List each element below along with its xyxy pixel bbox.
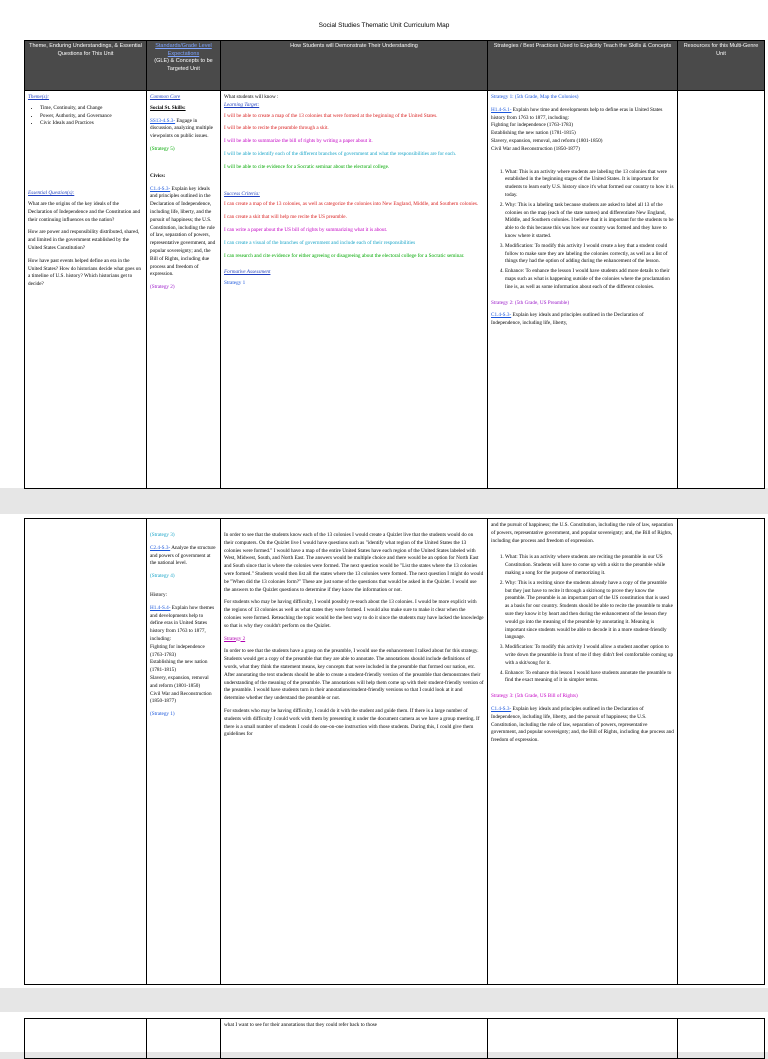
resources-cell (678, 519, 765, 985)
era-item: Fighting for independence (1763-1783) (491, 122, 573, 129)
strategy-1-label: Strategy 1 (224, 280, 246, 287)
skills-label: Social St. Skills: (150, 104, 186, 111)
demonstrate-cell (221, 519, 488, 985)
success-criterion: I can create a visual of the branches of government and include each of their responsibilities (224, 239, 416, 246)
civics-standard-code[interactable]: C1.4-S.3- (491, 312, 512, 319)
learning-target: I will be able to recite the preamble through a skit. (224, 125, 329, 132)
themes-list (40, 105, 143, 128)
list-item: • Time, Continuity, and Change (40, 105, 143, 113)
era-item: Civil War and Reconstruction (1850-1877) (150, 690, 212, 705)
list-item: 3. Modification: To modify this activity I would allow a student another option to write down the preamble in front of me if they didn't feel comfortable coming up with a skit/song for it. (505, 644, 674, 667)
success-criterion: I can write a paper about the US bill of rights by summarizing what it is about. (224, 226, 388, 233)
strategies-cell (488, 1019, 678, 1059)
strategy-4-ref: (Strategy 4) (150, 573, 175, 580)
strategy-2-steps (505, 554, 674, 685)
civics-standard-code[interactable]: C1.4-S.3- (491, 705, 512, 712)
header-standards: Standards/Grade Level Expectations (GLE) & Concepts to be Targeted Unit (147, 41, 221, 91)
common-core-heading: Common Core (150, 94, 181, 100)
skills-standard-code[interactable]: SS13-4.S.3- (150, 117, 176, 124)
strategy-2-ref: (Strategy 2) (150, 284, 175, 291)
era-item: Fighting for independence (1763-1783) (150, 643, 205, 658)
resources-cell (678, 91, 765, 489)
government-standard-code[interactable]: C2.4-S.3- (150, 544, 171, 551)
document-page-3 (0, 1012, 768, 1052)
document-title: Social Studies Thematic Unit Curriculum Map (318, 22, 450, 29)
standards-cell (147, 91, 221, 489)
list-item: • Civic Ideals and Practices (40, 120, 143, 128)
header-demonstrate: How Students will Demonstrate Their Understanding (221, 41, 488, 91)
strategy-3-ref: (Strategy 3) (150, 532, 175, 538)
formative-assessment-heading: Formative Assessment (224, 269, 271, 276)
essential-question: How have past events helped define an era in the United States? How do historians decide what goes on a timeline of U.S. history? Which historians get to decide? (28, 257, 141, 288)
standards-cell (147, 519, 221, 985)
list-item: 4. Enhance: To enhance the lesson I would have students add more details to their maps such as what is happening outside of the colonies where the proclamation line is, as well as some information about each of the different colonies. (505, 268, 674, 291)
era-item: Establishing the new nation (1781-1815) (150, 659, 208, 674)
essential-questions-heading: Essential Question(s): (28, 190, 75, 197)
success-criterion: I can create a map of the 13 colonies, as well as categorize the colonies into New England, Middle, and Southern colonies. (224, 201, 479, 208)
strategies-cell (488, 519, 678, 985)
essential-question: How are power and responsibility distributed, shared, and limited in the government established by the United States Constitution? (28, 229, 140, 251)
header-theme: Theme, Enduring Understandings, & Essential Questions for This Unit (25, 41, 147, 91)
history-standard-code[interactable]: H1.4-S.4- (150, 604, 171, 611)
history-standard-code[interactable]: H1.4-S.1- (491, 106, 512, 113)
assessment-paragraph: For students who may be having difficulty, I would possibly re-teach about the 13 colonies. I would be more explicit with the regions of 13 colonies as well as what states they were formed. I would also make sure to make it clear when the colonies were formed. Reteaching the topic would be the best way to do it since the students may have lacked the knowledge so that is why they couldn't perform on the Quizlet. (224, 599, 484, 629)
list-item: 1. What: This is an activity where students are labeling the 13 colonies that were established in the beginning stages of the United States. It is important for students to learn early U.S. history since it's what formed our country to how it is today. (505, 169, 674, 200)
know-intro: What students will know : (224, 94, 279, 100)
resources-cell (678, 1019, 765, 1059)
success-criterion: I can create a skit that will help me recite the US preamble. (224, 214, 347, 221)
document-page-1 (0, 0, 768, 488)
standard-continued-text: and the pursuit of happiness; the U.S. Constitution, including the rule of law, separation of powers, representative government, and popular sovereignty; and, the Bill of Rights, including due process and freedom of expression. (491, 522, 673, 544)
strategy-1-steps (505, 169, 674, 292)
assessment-paragraph: In order to see that the students have a grasp on the preamble, I would use the enhancement I talked about for this strategy. Students would get a copy of the preamble that they are able to annotate. The annotations should include definitions of words, what they think the statement means, key concepts that were included in the preamble that formed our nation, etc. After annotating the text students should be able to create a student-friendly version of the preamble that demonstrates their understanding of the meaning of the preamble. The annotations will help them come up with their student-friendly version of the preamble. I would have students turn in their annotations/student-friendly versions so that I could look at it and determine whether they understand the preamble or not. (224, 648, 484, 702)
standards-cell (147, 1019, 221, 1059)
learning-target: I will be able to identify each of the different branches of government and what the responsibilities are for each. (224, 150, 457, 157)
strategy-3-heading: Strategy 3: (5th Grade, US Bill of Rights) (491, 693, 578, 700)
essential-question: What are the origins of the key ideals of the Declaration of Independence and the Constitution and their continuing influences on the nation? (28, 200, 141, 223)
theme-cell (25, 1019, 147, 1059)
strategy-2-label: Strategy 2 (224, 635, 246, 642)
document-page-2 (0, 514, 768, 988)
era-item: Slavery, expansion, removal, and reform (1801-1850) (491, 137, 603, 144)
history-standard-text: Explain how themes and developments help to define eras in United States history from 1763 to 1877, including: (150, 604, 215, 642)
themes-heading: Theme(s): (28, 94, 50, 100)
curriculum-map-table (24, 40, 765, 489)
success-criteria-heading: Success Criteria: (224, 190, 260, 197)
learning-target: I will be able to summarize the bill of rights by writing a paper about it. (224, 138, 373, 145)
skills-standard-text: Engage in discussion, analyzing multiple viewpoints on public issues. (150, 117, 213, 140)
civics-standard-code[interactable]: C1.4-S.3- (150, 185, 171, 192)
standards-link[interactable]: Standards/Grade Level Expectations (155, 43, 212, 57)
assessment-paragraph: In order to see that the students know each of the 13 colonies I would create a Quizlet live that the students would do on their computers. On the Quizlet live I would have questions such as "identify what region of the United States the 13 colonies were formed." I would have a map of the entire United States have each region of the United States labeled with West, Midwest, South, and North East. The answers would be multiple choice and there would be an option for North East and South since that is where the colonies were formed. The next question would be "List the states where the 13 colonies were formed." Students would then list all the states where the 13 colonies were formed. The next question I might do would be "When did the 13 colonies form?" These are just some of the questions that would be asked in the Quizlet. I would use the answers to the Quizlet questions to determine if they know the information or not. (224, 532, 484, 593)
learning-target: I will be able to cite evidence for a Socratic seminar about the electoral college. (224, 163, 390, 170)
strategy-1-ref: (Strategy 1) (150, 711, 175, 718)
civics-label: Civics: (150, 172, 166, 179)
list-item: 2. Why: This is a reciting since the students already have a copy of the preamble but they just have to recite it through a skit/song to prove they know the preamble. The preamble is an important part of the US constitution that is used as a basis for our country. Students should be able to recite the preamble to make sure they know it by heart and then during the enhancement of the lesson they would go into the meaning of the preamble by annotating it. Meaning is important since students would be able to decode it in a more student-friendly language. (505, 580, 674, 642)
list-item: • Power, Authority, and Governance (40, 113, 143, 121)
curriculum-map-table-continued (24, 1018, 765, 1059)
era-item: Civil War and Reconstruction (1850-1877) (491, 145, 580, 152)
theme-cell (25, 91, 147, 489)
list-item: 3. Modification: To modify this activity I would create a key that a student could follow to make sure they are labeling the colonies correctly, as well as a list of things they had the option of adding during the enhancement of the lesson. (505, 243, 674, 266)
assessment-paragraph: For students who may be having difficulty, I could do it with the student and guide them. If there is a large number of students with difficulty I could work with them by presenting it under the document camera as we have a group meeting. If there is a small number of students I could do one-on-one instruction with those students. During this, I could give them guidelines for (224, 707, 480, 738)
civics-standard-text: Explain key ideals and principles outlined in the Declaration of Independence, including life, liberty, (491, 312, 644, 327)
learning-target-heading: Learning Target: (224, 101, 260, 108)
list-item: 2. Why: This is a labeling task because students are asked to label all 13 of the colonies on the map (each of the state names) and differentiate New England, Middle, and Southern colonies. I believe that it is important for the students to be able to do this because this was how our country was formed and they have to know where it started. (505, 202, 674, 241)
success-criterion: I can research and cite evidence for either agreeing or disagreeing about the electoral college for a Socratic seminar. (224, 252, 465, 259)
history-label: History: (150, 591, 168, 598)
demonstrate-cell (221, 91, 488, 489)
theme-cell (25, 519, 147, 985)
curriculum-map-table-continued (24, 518, 765, 985)
strategy-1-heading: Strategy 1: (5th Grade, Map the Colonies) (491, 94, 579, 100)
list-item: 1. What: This is an activity where students are reciting the preamble in our US Constitution. Students will have to come up with a skit to the preamble while making a song for the purpose of memorizing it. (505, 554, 674, 577)
civics-standard-text: Explain key ideals and principles outlined in the Declaration of Independence, including life, liberty, and the pursuit of happiness; the U.S. Constitution, including the rule of law, separation of powers, representative government, and popular sovereignty; and, the Bill of Rights, including due process and freedom of expression. (150, 185, 216, 278)
learning-target: I will be able to create a map of the 13 colonies that were formed at the beginning of the United States. (224, 112, 438, 119)
strategy-2-heading: Strategy 2: (5th Grade, US Preamble) (491, 299, 570, 306)
government-standard-text: Analyze the structure and powers of government at the national level. (150, 544, 216, 567)
assessment-paragraph: what I want to see for their annotations that they could refer back to those (224, 1022, 377, 1028)
era-item: Establishing the new nation (1781-1815) (491, 130, 576, 137)
history-standard-text: Explain how time and developments help to define eras in United States history from 1763 to 1877, including: (491, 106, 663, 121)
era-item: Slavery, expansion, removal and reform (1801-1850) (150, 674, 209, 689)
header-resources: Resources for this Multi-Genre Unit (678, 41, 765, 91)
demonstrate-cell (221, 1019, 488, 1059)
strategies-cell (488, 91, 678, 489)
strategy-5-ref: (Strategy 5) (150, 145, 175, 152)
list-item: 4. Enhance: To enhance this lesson I would have students annotate the preamble to find the exact meaning of it in simpler terms. (505, 670, 674, 686)
civics-standard-text: Explain key ideals and principles outlined in the Declaration of Independence, including life, liberty, and the pursuit of happiness; the U.S. Constitution, including the rule of law, separation of powers, representative government, and popular sovereignty; and, the Bill of Rights, including due process and freedom of expression. (491, 705, 674, 744)
header-strategies: Strategies / Best Practices Used to Explicitly Teach the Skills & Concepts (488, 41, 678, 91)
